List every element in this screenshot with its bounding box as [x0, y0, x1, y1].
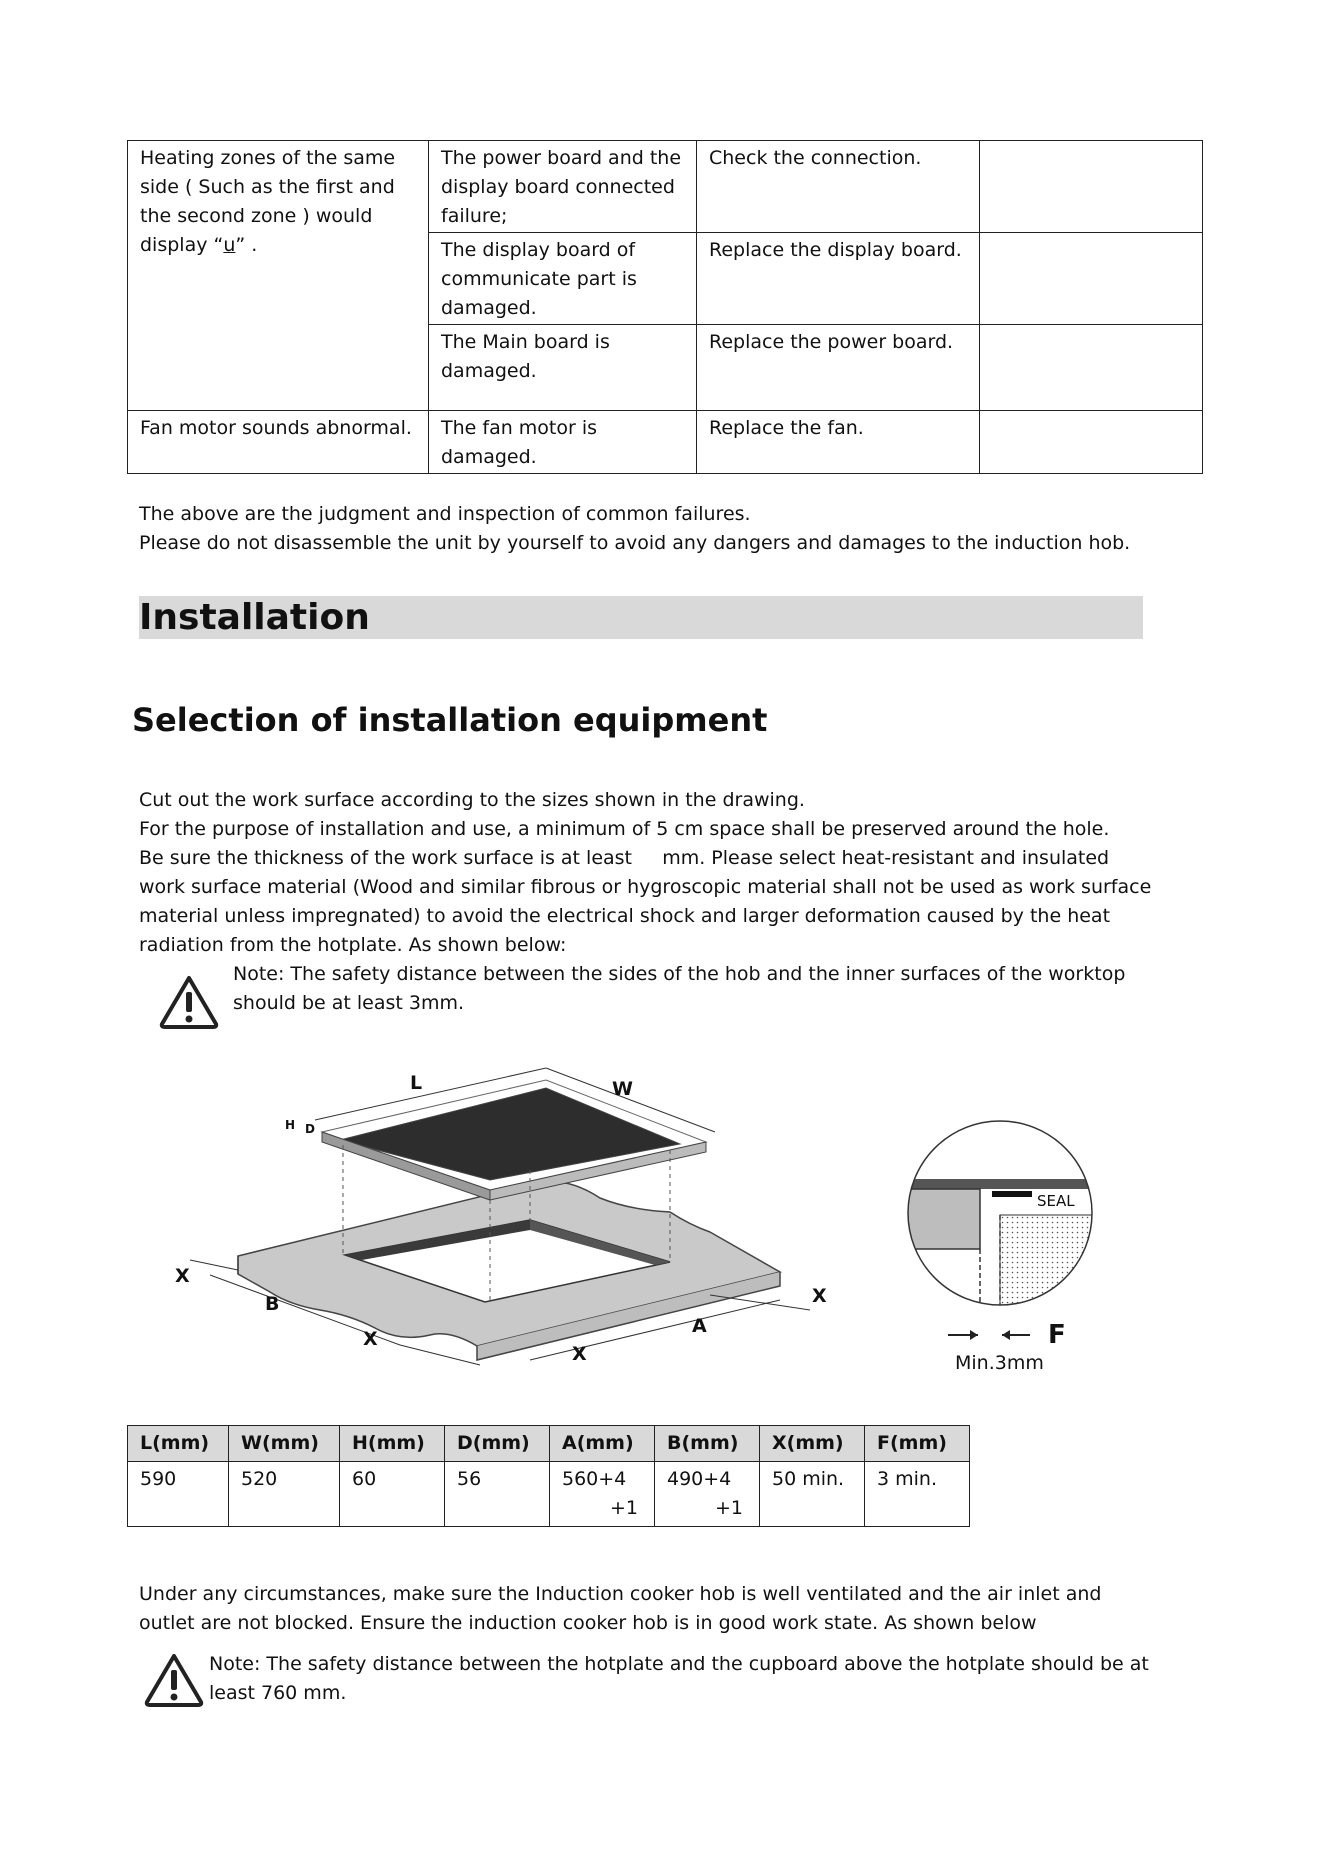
solution-cell: Replace the power board.	[697, 325, 980, 411]
display-u-symbol: u	[223, 234, 236, 256]
troubleshooting-table	[127, 140, 1203, 474]
table-row	[128, 411, 1203, 474]
table-header-row	[128, 1426, 970, 1462]
empty-cell	[980, 325, 1203, 411]
label-x: X	[175, 1265, 190, 1287]
label-w: W	[612, 1078, 633, 1100]
warning-icon	[158, 974, 220, 1030]
header-cell: A(mm)	[550, 1426, 655, 1462]
seal-detail-diagram	[900, 1115, 1100, 1355]
note-cupboard-distance: Note: The safety distance between the hotplate and the cupboard above the hotplate should be at least 760 mm.	[209, 1653, 1149, 1704]
subsection-title: Selection of installation equipment	[132, 701, 768, 739]
symptom-cell: Heating zones of the same side ( Such as the first and the second zone ) would display “u” .	[128, 141, 429, 411]
value-cell: 56	[445, 1462, 550, 1527]
empty-cell	[980, 411, 1203, 474]
seal-label: SEAL	[1037, 1192, 1075, 1210]
cutout-diagram	[150, 1060, 870, 1380]
cause-cell: The Main board is damaged.	[429, 325, 697, 411]
label-d: D	[305, 1122, 315, 1136]
cause-cell: The power board and the display board connected failure;	[429, 141, 697, 233]
header-cell: L(mm)	[128, 1426, 229, 1462]
tolerance-value: +1	[714, 1497, 743, 1519]
value-cell: 60	[340, 1462, 445, 1527]
cause-cell: The fan motor is damaged.	[429, 411, 697, 474]
tolerance-value: +1	[609, 1497, 638, 1519]
value-cell: 520	[229, 1462, 340, 1527]
solution-cell: Replace the fan.	[697, 411, 980, 474]
table-row	[128, 1462, 970, 1527]
header-cell: H(mm)	[340, 1426, 445, 1462]
header-cell: F(mm)	[865, 1426, 970, 1462]
solution-cell: Check the connection.	[697, 141, 980, 233]
label-x: X	[363, 1328, 378, 1350]
header-cell: B(mm)	[655, 1426, 760, 1462]
min-3mm-label: Min.3mm	[955, 1352, 1044, 1374]
label-x: X	[572, 1343, 587, 1365]
ventilation-text: Under any circumstances, make sure the Induction cooker hob is well ventilated and the air inlet and outlet are not blocked. Ensure the induction cooker hob is in good work state. As shown below	[139, 1583, 1102, 1634]
table-row	[128, 141, 1203, 233]
summary-text: The above are the judgment and inspection of common failures. Please do not disassemble the unit by yourself to avoid any dangers and damages to the induction hob.	[139, 503, 1131, 554]
empty-cell	[980, 233, 1203, 325]
label-b: B	[265, 1293, 280, 1315]
instructions-text: Cut out the work surface according to the sizes shown in the drawing. For the purpose of installation and use, a minimum of 5 cm space shall be preserved around the hole. Be sure the thickness of the work surface is at least mm. Please select heat-resistant and insulated work surface material (Wood and similar fibrous or hygroscopic material shall not be used as work surface material unless impregnated) to avoid the electrical shock and larger deformation caused by the heat radiation from the hotplate. As shown below:	[139, 789, 1152, 956]
label-f: F	[1048, 1320, 1066, 1350]
value-cell: 50 min.	[760, 1462, 865, 1527]
dimensions-table	[127, 1425, 970, 1527]
empty-cell	[980, 141, 1203, 233]
label-h: H	[285, 1118, 296, 1132]
note-safety-distance: Note: The safety distance between the sides of the hob and the inner surfaces of the worktop should be at least 3mm.	[233, 963, 1126, 1014]
solution-cell: Replace the display board.	[697, 233, 980, 325]
label-x: X	[812, 1285, 827, 1307]
section-title: Installation	[139, 597, 370, 638]
header-cell: D(mm)	[445, 1426, 550, 1462]
header-cell: W(mm)	[229, 1426, 340, 1462]
warning-icon	[143, 1652, 205, 1708]
value-cell: 3 min.	[865, 1462, 970, 1527]
cause-cell: The display board of communicate part is damaged.	[429, 233, 697, 325]
value-cell: 490+4 +1	[655, 1462, 760, 1527]
value-cell: 560+4 +1	[550, 1462, 655, 1527]
label-l: L	[410, 1072, 423, 1094]
symptom-cell: Fan motor sounds abnormal.	[128, 411, 429, 474]
value-cell: 590	[128, 1462, 229, 1527]
label-a: A	[692, 1315, 707, 1337]
header-cell: X(mm)	[760, 1426, 865, 1462]
